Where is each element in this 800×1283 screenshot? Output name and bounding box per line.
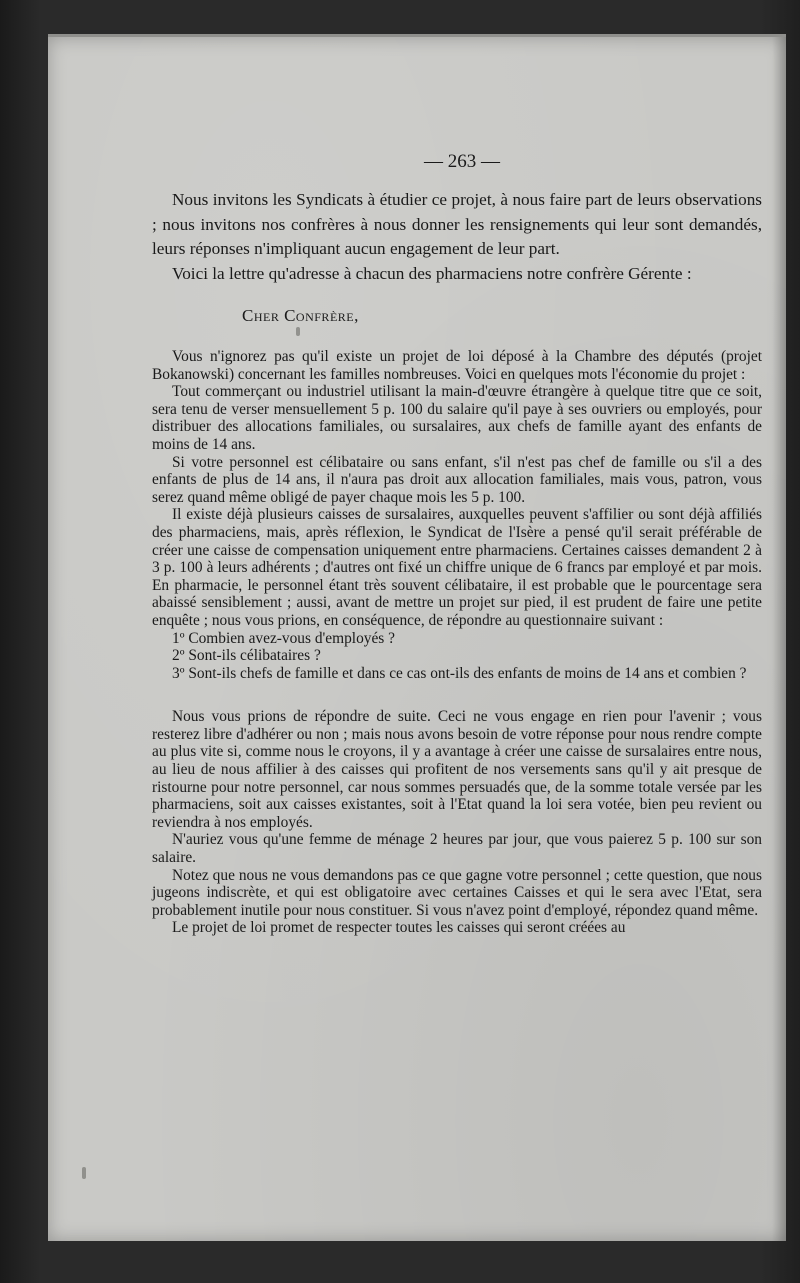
paper-speck: [82, 1167, 86, 1179]
page-text-block: [152, 151, 762, 937]
letter-paragraph: Nous vous prions de répondre de suite. Ceci ne vous engage en rien pour l'avenir ; vous resterez libre d'adhérer ou non ; mais nous avons besoin de votre réponse pour nous rendre compte au plus vite si, comme nous le croyons, il y a avantage à créer une caisse de sursalaires entre nous, au lieu de nous affilier à des caisses qui profitent de nos versements sans qu'il y ait presque de ristourne pour notre personnel, car nous sommes persuadés que, de la somme totale versée par les pharmaciens, soit aux caisses existantes, soit à l'Etat quand la loi sera votée, bien peu revient ou reviendra à nos employés.: [152, 708, 762, 831]
intro-paragraph-1: Nous invitons les Syndicats à étudier ce projet, à nous faire part de leurs observations ; nous invitons nos confrères à nous donner les rensignements qui leur sont demandés, leurs réponses n'impliquant aucun engagement de leur part.: [152, 190, 762, 258]
letter-paragraph: Notez que nous ne vous demandons pas ce que gagne votre personnel ; cette question, que nous jugeons indiscrète, et qui est obligatoire avec certaines Caisses et qui le sera avec l'Etat, sera probablement inutile pour nous constituer. Si vous n'avez point d'employé, répondez quand même.: [152, 866, 762, 919]
questionnaire-item: 1º Combien avez-vous d'employés ?: [172, 629, 395, 647]
letter-paragraph: Tout commerçant ou industriel utilisant la main-d'œuvre étrangère à quelque titre que ce soit, sera tenu de verser mensuellement 5 p. 100 du salaire qu'il paye à ses ouvriers ou employés, pour distribuer des allocations familiales, ou sursalaires, aux chefs de famille ayant des enfants de moins de 14 ans.: [152, 383, 762, 453]
letter-paragraph: Si votre personnel est célibataire ou sans enfant, s'il n'est pas chef de famille ou s'il a des enfants de plus de 14 ans, il n'aura pas droit aux allocation familiales, mais vous, patron, vous serez quand même obligé de payer chaque mois les 5 p. 100.: [152, 453, 762, 506]
letter-paragraph: Le projet de loi promet de respecter toutes les caisses qui seront créées au: [172, 919, 626, 937]
letter-body: [152, 348, 762, 937]
letter-paragraph: N'auriez vous qu'une femme de ménage 2 heures par jour, que vous paierez 5 p. 100 sur son salaire.: [152, 831, 762, 867]
letter-paragraph: Vous n'ignorez pas qu'il existe un projet de loi déposé à la Chambre des députés (projet Bokanowski) concernant les familles nombreuses. Voici en quelques mots l'économie du projet :: [152, 348, 762, 383]
section-gap: [152, 682, 762, 708]
questionnaire-item: 2º Sont-ils célibataires ?: [172, 647, 321, 665]
intro-paragraph-2: Voici la lettre qu'adresse à chacun des pharmaciens notre confrère Gérente :: [172, 263, 692, 283]
page-number: — 263 —: [424, 151, 500, 172]
letter-salutation: Cher Confrère,: [242, 306, 359, 325]
page-binding-shadow: [772, 37, 786, 1241]
letter-paragraph: Il existe déjà plusieurs caisses de sursalaires, auxquelles peuvent s'affilier ou sont déjà affiliés des pharmaciens, mais, après réflexion, le Syndicat de l'Isère a pensé qu'il serait préférable de créer une caisse de compensation uniquement entre pharmaciens. Certaines caisses demandent 2 à 3 p. 100 à leurs adhérents ; d'autres ont fixé un chiffre unique de 6 francs par employé et par mois. En pharmacie, le personnel étant très souvent célibataire, il est probable que le pourcentage sera abaissé sensiblement ; aussi, avant de mettre un projet sur pied, il est prudent de faire une petite enquête ; nous vous prions, en conséquence, de répondre au questionnaire suivant :: [152, 506, 762, 629]
questionnaire-item: 3º Sont-ils chefs de famille et dans ce cas ont-ils des enfants de moins de 14 ans et combien ?: [172, 664, 747, 682]
